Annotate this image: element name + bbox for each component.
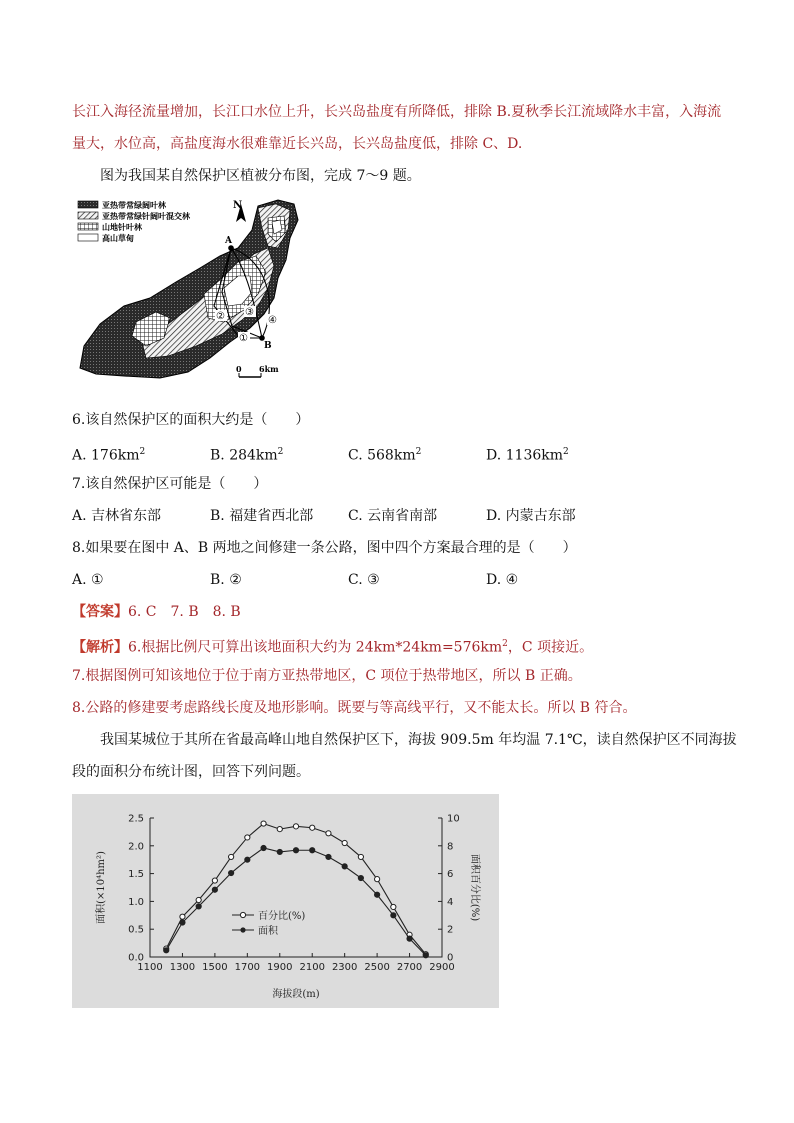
y-tick-label: 2.0 — [128, 841, 144, 853]
series-0-point — [245, 835, 250, 840]
y-tick-label: 2.5 — [128, 813, 144, 825]
series-0-point — [326, 831, 331, 836]
y2-tick-label: 8 — [447, 841, 454, 853]
q6-option-a-sup: 2 — [139, 447, 146, 457]
route-1-label: ① — [239, 333, 248, 344]
north-label: N — [233, 200, 243, 211]
legend-swatch-2 — [78, 212, 98, 219]
q8-option-a: A. ① — [72, 572, 104, 588]
legend-marker-percent — [240, 912, 245, 917]
analysis-line1 — [72, 634, 593, 658]
y-tick-label: 0.5 — [128, 924, 144, 936]
point-a-marker — [228, 245, 234, 251]
series-line-1 — [166, 848, 426, 955]
series-1-point — [326, 854, 331, 859]
chart-y2-label: 面积百分比(%) — [469, 853, 480, 922]
north-arrow-icon — [233, 200, 246, 222]
route-4-label: ④ — [268, 315, 277, 326]
series-1-point — [277, 849, 282, 854]
q7-option-d: D. 内蒙古东部 — [486, 508, 576, 524]
q8-option-b: B. ② — [210, 572, 242, 588]
y2-tick-label: 6 — [447, 869, 454, 881]
x-tick-label: 1500 — [202, 962, 228, 973]
y2-tick-label: 2 — [447, 924, 454, 936]
x-tick-label: 2700 — [396, 962, 423, 973]
series-1-point — [196, 904, 201, 909]
q6-option-d — [486, 442, 569, 466]
series-1-point — [407, 936, 412, 941]
q6-option-b-text: B. 284km — [210, 447, 278, 464]
point-b-label: B — [264, 341, 272, 351]
intro2-line1: 我国某城位于其所在省最高峰山地自然保护区下，海拔 909.5m 年均温 7.1℃，读自然保护区不同海拔 — [100, 732, 737, 748]
series-1-point — [229, 870, 234, 875]
point-a-label: A — [225, 236, 232, 246]
q8-option-d: D. ④ — [486, 572, 519, 588]
scale-zero-label: 0 — [236, 364, 242, 374]
x-tick-label: 2500 — [364, 962, 390, 973]
q6-option-d-text: D. 1136km — [486, 447, 564, 464]
series-0-point — [375, 877, 380, 882]
analysis-line3: 8.公路的修建要考虑路线长度及地形影响。既要与等高线平行，又不能太长。所以 B 符合。 — [72, 700, 637, 716]
x-tick-label: 2100 — [299, 962, 325, 973]
elevation-area-chart — [72, 794, 499, 1008]
analysis-line1-text: 6.根据比例尺可算出该地面积大约为 24km*24km=576km — [128, 639, 503, 656]
legend-swatch-3 — [78, 223, 98, 230]
paragraph1-line2: 量大，水位高，高盐度海水很难靠近长兴岛，长兴岛盐度低，排除 C、D. — [72, 136, 523, 152]
q7-option-c: C. 云南省南部 — [348, 508, 438, 524]
chart-frame — [150, 818, 442, 957]
series-0-point — [212, 878, 217, 883]
y2-tick-label: 10 — [447, 813, 460, 825]
series-1-point — [212, 887, 217, 892]
series-1-point — [245, 857, 250, 862]
series-0-point — [196, 897, 201, 902]
y2-tick-label: 4 — [447, 896, 454, 908]
y2-tick-label: 0 — [447, 952, 454, 964]
series-1-point — [375, 892, 380, 897]
series-line-0 — [166, 824, 426, 955]
series-0-point — [229, 854, 234, 859]
series-1-point — [261, 845, 266, 850]
q6-option-c — [348, 442, 421, 466]
series-1-point — [180, 920, 185, 925]
q6-option-a-text: A. 176km — [72, 447, 140, 464]
analysis-tag: 【解析】 — [72, 639, 128, 656]
q6-option-c-sup: 2 — [415, 447, 422, 457]
series-1-point — [423, 953, 428, 958]
scale-length-label: 6km — [259, 364, 279, 374]
map-legend — [78, 200, 191, 243]
answer-line — [72, 602, 241, 622]
chart-legend — [232, 909, 305, 937]
intro1: 图为我国某自然保护区植被分布图，完成 7～9 题。 — [100, 168, 421, 184]
q6-option-d-sup: 2 — [563, 447, 569, 457]
series-1-point — [358, 875, 363, 880]
point-b-marker — [259, 335, 265, 341]
analysis-line2: 7.根据图例可知该地位于位于南方亚热带地区，C 项位于热带地区，所以 B 正确。 — [72, 668, 582, 684]
series-0-point — [277, 827, 282, 832]
series-1-point — [310, 848, 315, 853]
x-tick-label: 1700 — [234, 962, 261, 973]
q6-option-b — [210, 442, 283, 466]
y-tick-label: 1.0 — [128, 896, 144, 908]
legend-label-4: 高山草甸 — [102, 233, 134, 243]
x-tick-label: 1100 — [137, 962, 163, 973]
legend-label-percent: 百分比(%) — [258, 911, 306, 922]
series-0-point — [391, 904, 396, 909]
series-0-point — [310, 825, 315, 830]
x-tick-label: 1300 — [169, 962, 196, 973]
intro2-line2: 段的面积分布统计图，回答下列问题。 — [72, 764, 310, 780]
q7-stem: 7.该自然保护区可能是（ ） — [72, 476, 268, 492]
legend-marker-area — [240, 927, 245, 932]
series-0-point — [180, 914, 185, 919]
route-3-label: ③ — [245, 307, 254, 318]
analysis-line1-end: ，C 项接近。 — [507, 639, 594, 656]
q6-option-a — [72, 442, 145, 466]
legend-label-1: 亚热带常绿阔叶林 — [102, 200, 166, 210]
x-tick-label: 2300 — [331, 962, 358, 973]
q7-option-b: B. 福建省西北部 — [210, 508, 314, 524]
q6-stem: 6.该自然保护区的面积大约是（ ） — [72, 412, 310, 428]
legend-label-2: 亚热带常绿针阔叶混交林 — [102, 211, 190, 221]
answer-text: 6. C 7. B 8. B — [128, 604, 241, 620]
q7-option-a: A. 吉林省东部 — [72, 508, 162, 524]
legend-label-area: 面积 — [258, 926, 278, 937]
chart-y-label: 面积(×10⁴hm²) — [96, 851, 107, 924]
analysis-line1-sup: 2 — [502, 639, 508, 649]
series-1-point — [293, 848, 298, 853]
y-tick-label: 0.0 — [128, 952, 144, 964]
x-tick-label: 1900 — [267, 962, 293, 973]
series-1-point — [342, 864, 347, 869]
q6-option-c-text: C. 568km — [348, 447, 416, 464]
chart-axes — [128, 814, 460, 974]
series-0-point — [293, 824, 298, 829]
series-0-point — [261, 821, 266, 826]
y-tick-label: 1.5 — [128, 869, 144, 881]
series-0-point — [358, 854, 363, 859]
q6-option-b-sup: 2 — [277, 447, 284, 457]
route-2-label: ② — [216, 311, 225, 322]
x-tick-label: 2900 — [429, 962, 455, 973]
series-1-point — [164, 948, 169, 953]
legend-swatch-4 — [78, 234, 98, 241]
vegetation-map — [72, 196, 304, 382]
chart-marks — [164, 821, 429, 958]
paragraph1-line1: 长江入海径流量增加，长江口水位上升，长兴岛盐度有所降低，排除 B.夏秋季长江流域降水丰富，入海流 — [72, 104, 722, 120]
legend-swatch-1 — [78, 201, 98, 208]
chart-x-label: 海拔段(m) — [272, 989, 320, 1000]
series-0-point — [342, 840, 347, 845]
answer-tag: 【答案】 — [72, 604, 128, 620]
scale-bar — [236, 364, 279, 377]
chart-svg — [72, 794, 499, 1008]
q8-stem: 8.如果要在图中 A、B 两地之间修建一条公路，图中四个方案最合理的是（ ） — [72, 540, 577, 556]
q8-option-c: C. ③ — [348, 572, 380, 588]
legend-label-3: 山地针叶林 — [102, 222, 142, 232]
series-1-point — [391, 913, 396, 918]
